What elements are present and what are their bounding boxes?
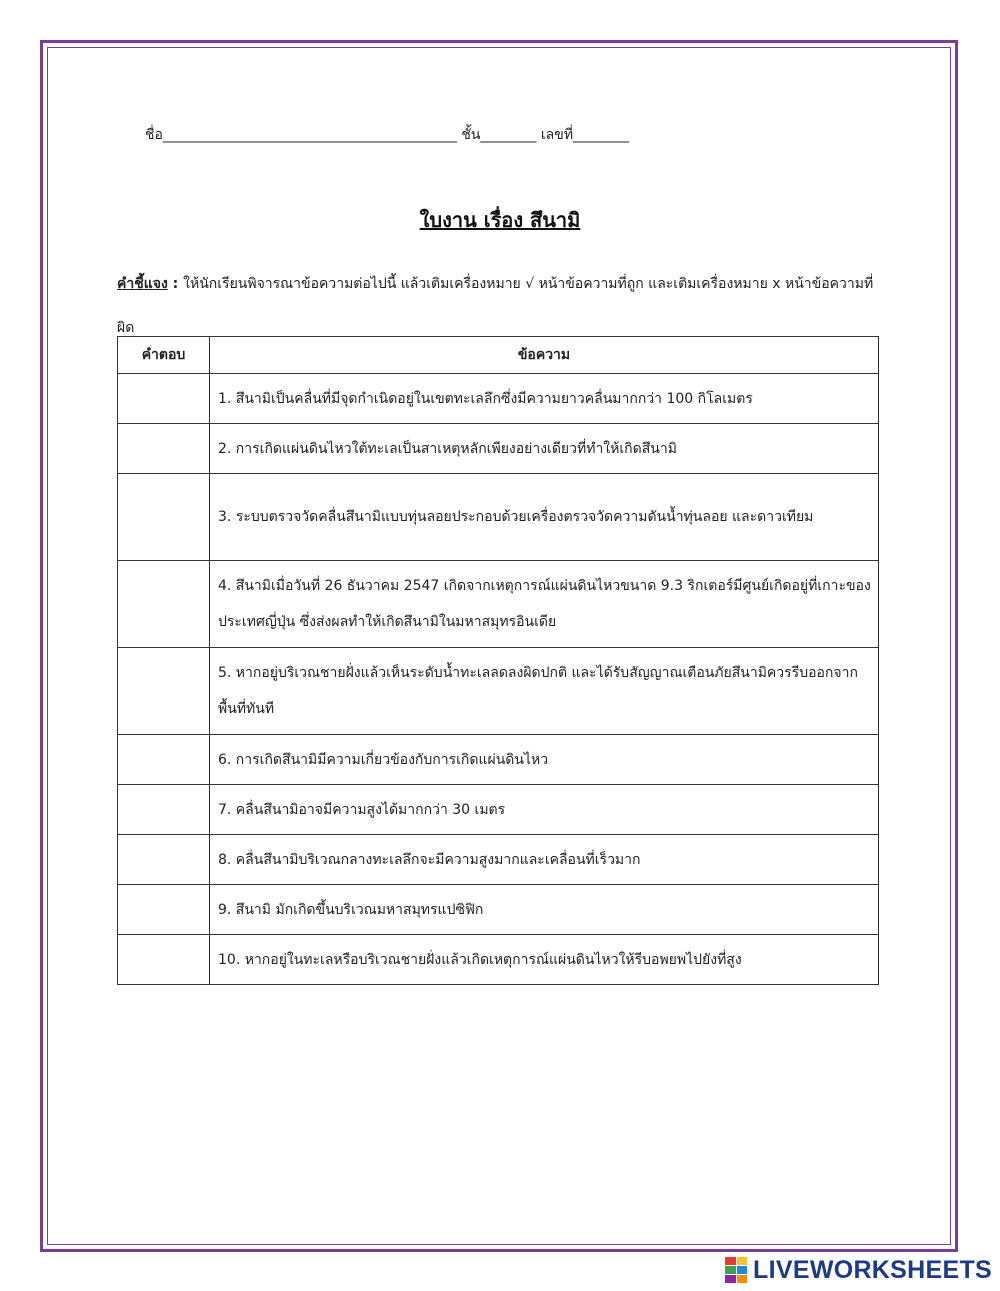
liveworksheets-logo-icon [725, 1257, 747, 1283]
statement-cell-3: 3. ระบบตรวจวัดคลื่นสึนามิแบบทุ่นลอยประกอบด้วยเครื่องตรวจวัดความดันน้ำทุ่นลอย และดาวเทียม [210, 474, 879, 561]
table-row [118, 374, 879, 424]
table-row [118, 785, 879, 835]
table-header-row [118, 337, 879, 374]
answer-cell-10[interactable] [118, 935, 210, 985]
statement-cell-2: 2. การเกิดแผ่นดินไหวใต้ทะเลเป็นสาเหตุหลักเพียงอย่างเดียวที่ทำให้เกิดสึนามิ [210, 424, 879, 474]
instructions-colon: : [167, 276, 184, 292]
answer-cell-2[interactable] [118, 424, 210, 474]
table-row [118, 885, 879, 935]
table-row [118, 648, 879, 735]
answer-cell-5[interactable] [118, 648, 210, 735]
worksheet-table [117, 336, 879, 985]
table-row [118, 935, 879, 985]
statement-cell-6: 6. การเกิดสึนามิมีความเกี่ยวข้องกับการเกิดแผ่นดินไหว [210, 735, 879, 785]
student-info-line: ชื่อ__________________________________________ ชั้น________ เลขที่________ [145, 127, 630, 143]
header-statement: ข้อความ [210, 337, 879, 374]
table-row [118, 424, 879, 474]
statement-cell-10: 10. หากอยู่ในทะเลหรือบริเวณชายฝั่งแล้วเกิดเหตุการณ์แผ่นดินไหวให้รีบอพยพไปยังที่สูง [210, 935, 879, 985]
statement-cell-5: 5. หากอยู่บริเวณชายฝั่งแล้วเห็นระดับน้ำทะเลลดลงผิดปกติ และได้รับสัญญาณเตือนภัยสึนามิควรรีบออกจากพื้นที่ทันที [210, 648, 879, 735]
liveworksheets-wordmark: LIVEWORKSHEETS [753, 1255, 992, 1284]
header-answer: คำตอบ [118, 337, 210, 374]
table-row [118, 474, 879, 561]
instructions-text: ให้นักเรียนพิจารณาข้อความต่อไปนี้ แล้วเติมเครื่องหมาย √ หน้าข้อความที่ถูก และเติมเครื่องหมาย x หน้าข้อความที่ผิด [117, 276, 874, 336]
answer-cell-9[interactable] [118, 885, 210, 935]
liveworksheets-branding[interactable] [725, 1253, 992, 1287]
statement-cell-4: 4. สึนามิเมื่อวันที่ 26 ธันวาคม 2547 เกิดจากเหตุการณ์แผ่นดินไหวขนาด 9.3 ริกเตอร์มีศูนย์เกิดอยู่ที่เกาะของประเทศญี่ปุ่น ซึ่งส่งผลทำให้เกิดสึนามิในมหาสมุทรอินเดีย [210, 561, 879, 648]
answer-cell-7[interactable] [118, 785, 210, 835]
answer-cell-1[interactable] [118, 374, 210, 424]
answer-cell-4[interactable] [118, 561, 210, 648]
table-row [118, 835, 879, 885]
answer-cell-6[interactable] [118, 735, 210, 785]
statement-cell-9: 9. สึนามิ มักเกิดขึ้นบริเวณมหาสมุทรแปซิฟิก [210, 885, 879, 935]
table-row [118, 735, 879, 785]
answer-cell-3[interactable] [118, 474, 210, 561]
worksheet-title: ใบงาน เรื่อง สึนามิ [419, 208, 581, 232]
instructions-label: คำชี้แจง [117, 276, 168, 292]
answer-cell-8[interactable] [118, 835, 210, 885]
table-row [118, 561, 879, 648]
statement-cell-8: 8. คลื่นสึนามิบริเวณกลางทะเลลึกจะมีความสูงมากและเคลื่อนที่เร็วมาก [210, 835, 879, 885]
statement-cell-7: 7. คลื่นสึนามิอาจมีความสูงได้มากกว่า 30 เมตร [210, 785, 879, 835]
statement-cell-1: 1. สึนามิเป็นคลื่นที่มีจุดกำเนิดอยู่ในเขตทะเลลึกซึ่งมีความยาวคลื่นมากกว่า 100 กิโลเมตร [210, 374, 879, 424]
